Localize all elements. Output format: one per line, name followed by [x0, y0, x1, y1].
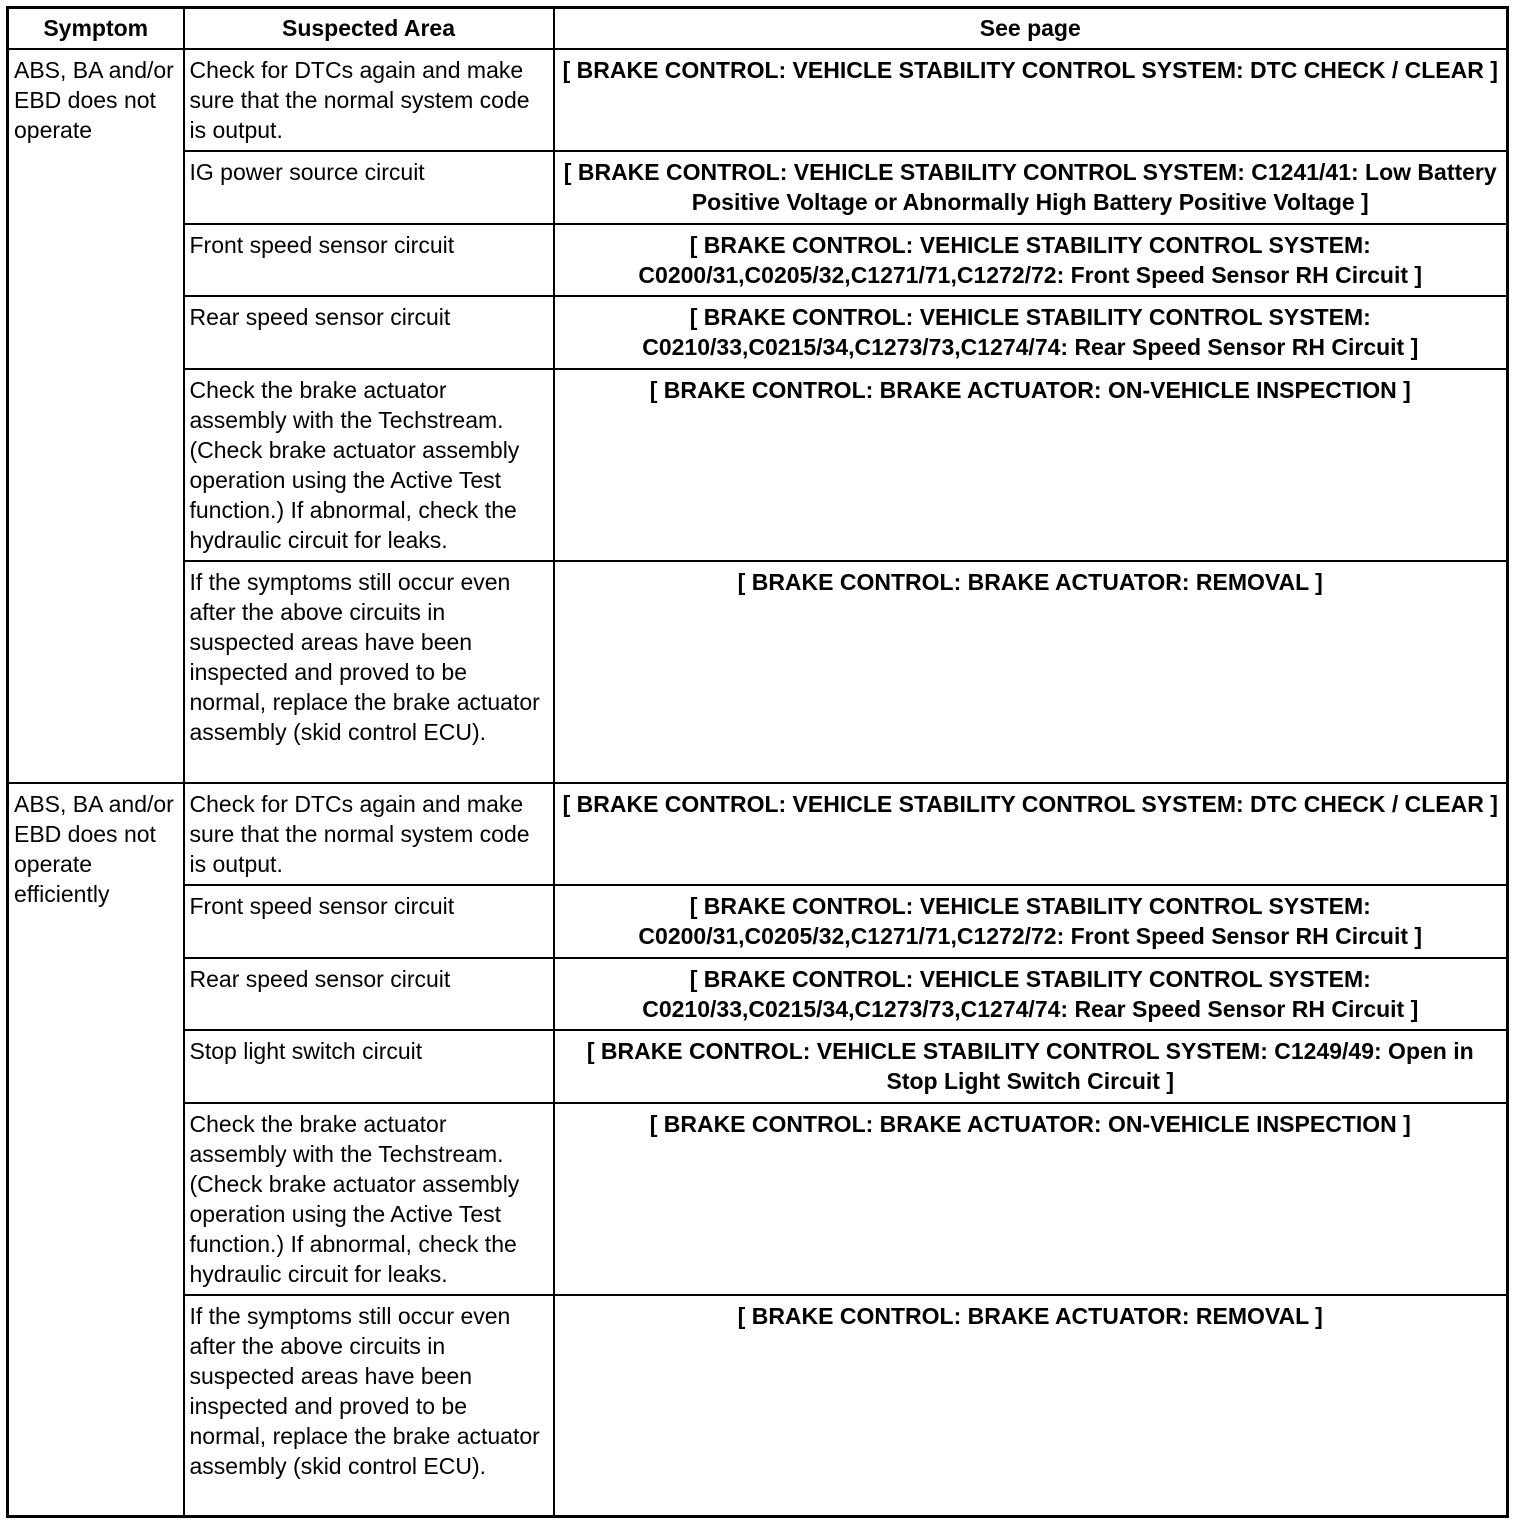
header-symptom: Symptom — [8, 8, 184, 49]
suspected-area-cell: Check the brake actuator assembly with the Techstream. (Check brake actuator assembly operation using the Active Test function.) If abnormal, check the hydraulic circuit for leaks. — [184, 1103, 554, 1295]
see-page-link[interactable]: [ BRAKE CONTROL: BRAKE ACTUATOR: REMOVAL ] — [554, 1295, 1508, 1517]
see-page-link[interactable]: [ BRAKE CONTROL: VEHICLE STABILITY CONTROL SYSTEM: C0200/31,C0205/32,C1271/71,C1272/72: Front Speed Sensor RH Circuit ] — [554, 224, 1508, 296]
suspected-area-cell: Stop light switch circuit — [184, 1030, 554, 1103]
table-row — [8, 49, 1508, 151]
table-row — [8, 958, 1508, 1030]
see-page-link[interactable]: [ BRAKE CONTROL: BRAKE ACTUATOR: ON-VEHICLE INSPECTION ] — [554, 1103, 1508, 1295]
suspected-area-cell: Check for DTCs again and make sure that the normal system code is output. — [184, 783, 554, 885]
see-page-link[interactable]: [ BRAKE CONTROL: VEHICLE STABILITY CONTROL SYSTEM: DTC CHECK / CLEAR ] — [554, 49, 1508, 151]
suspected-area-cell: Check for DTCs again and make sure that the normal system code is output. — [184, 49, 554, 151]
see-page-link[interactable]: [ BRAKE CONTROL: VEHICLE STABILITY CONTROL SYSTEM: C1249/49: Open in Stop Light Switch Circuit ] — [554, 1030, 1508, 1103]
problem-symptoms-table — [6, 6, 1509, 1518]
suspected-area-cell: If the symptoms still occur even after the above circuits in suspected areas have been inspected and proved to be normal, replace the brake actuator assembly (skid control ECU). — [184, 1295, 554, 1517]
suspected-area-cell: Rear speed sensor circuit — [184, 296, 554, 369]
see-page-link[interactable]: [ BRAKE CONTROL: VEHICLE STABILITY CONTROL SYSTEM: C0210/33,C0215/34,C1273/73,C1274/74: Rear Speed Sensor RH Circuit ] — [554, 958, 1508, 1030]
table-row — [8, 561, 1508, 783]
see-page-link[interactable]: [ BRAKE CONTROL: BRAKE ACTUATOR: ON-VEHICLE INSPECTION ] — [554, 369, 1508, 561]
suspected-area-cell: Rear speed sensor circuit — [184, 958, 554, 1030]
suspected-area-cell: Front speed sensor circuit — [184, 885, 554, 958]
see-page-link[interactable]: [ BRAKE CONTROL: BRAKE ACTUATOR: REMOVAL ] — [554, 561, 1508, 783]
symptom-cell: ABS, BA and/or EBD does not operate efficiently — [8, 783, 184, 1517]
see-page-link[interactable]: [ BRAKE CONTROL: VEHICLE STABILITY CONTROL SYSTEM: C0200/31,C0205/32,C1271/71,C1272/72: Front Speed Sensor RH Circuit ] — [554, 885, 1508, 958]
suspected-area-cell: IG power source circuit — [184, 151, 554, 224]
suspected-area-cell: Check the brake actuator assembly with the Techstream. (Check brake actuator assembly operation using the Active Test function.) If abnormal, check the hydraulic circuit for leaks. — [184, 369, 554, 561]
see-page-link[interactable]: [ BRAKE CONTROL: VEHICLE STABILITY CONTROL SYSTEM: C1241/41: Low Battery Positive Voltage or Abnormally High Battery Positive Voltage ] — [554, 151, 1508, 224]
table-row — [8, 1030, 1508, 1103]
suspected-area-cell: If the symptoms still occur even after the above circuits in suspected areas have been inspected and proved to be normal, replace the brake actuator assembly (skid control ECU). — [184, 561, 554, 783]
header-see-page: See page — [554, 8, 1508, 49]
table-row — [8, 151, 1508, 224]
suspected-area-cell: Front speed sensor circuit — [184, 224, 554, 296]
see-page-link[interactable]: [ BRAKE CONTROL: VEHICLE STABILITY CONTROL SYSTEM: C0210/33,C0215/34,C1273/73,C1274/74: Rear Speed Sensor RH Circuit ] — [554, 296, 1508, 369]
table-row — [8, 1103, 1508, 1295]
header-row — [8, 8, 1508, 49]
table-row — [8, 885, 1508, 958]
see-page-link[interactable]: [ BRAKE CONTROL: VEHICLE STABILITY CONTROL SYSTEM: DTC CHECK / CLEAR ] — [554, 783, 1508, 885]
table-row — [8, 783, 1508, 885]
symptom-cell: ABS, BA and/or EBD does not operate — [8, 49, 184, 783]
header-suspected-area: Suspected Area — [184, 8, 554, 49]
table-row — [8, 1295, 1508, 1517]
table-row — [8, 296, 1508, 369]
table-row — [8, 224, 1508, 296]
table-row — [8, 369, 1508, 561]
